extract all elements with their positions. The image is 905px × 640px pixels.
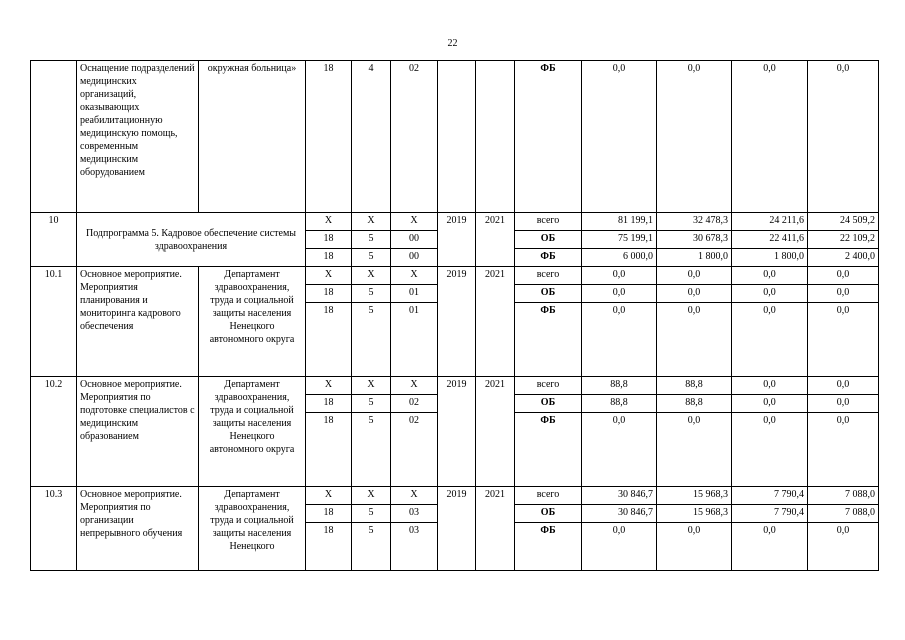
- value-cell: 0,0: [732, 413, 808, 487]
- code-cell: 03: [391, 505, 438, 523]
- code-cell: 03: [391, 523, 438, 571]
- value-cell: 7 088,0: [808, 487, 879, 505]
- finance-source: ФБ: [515, 61, 582, 213]
- value-cell: 0,0: [657, 285, 732, 303]
- table-row: [31, 377, 879, 395]
- value-cell: 0,0: [732, 267, 808, 285]
- code-cell: Х: [352, 267, 391, 285]
- value-cell: 22 411,6: [732, 231, 808, 249]
- value-cell: 0,0: [582, 61, 657, 213]
- code-cell: 18: [306, 285, 352, 303]
- end-year: 2021: [476, 213, 515, 267]
- value-cell: 15 968,3: [657, 487, 732, 505]
- start-year: 2019: [438, 267, 476, 377]
- finance-source: ОБ: [515, 231, 582, 249]
- value-cell: 0,0: [732, 395, 808, 413]
- value-cell: 88,8: [582, 395, 657, 413]
- finance-source: ОБ: [515, 505, 582, 523]
- finance-source: всего: [515, 377, 582, 395]
- value-cell: 0,0: [808, 377, 879, 395]
- code-cell: Х: [391, 377, 438, 395]
- code-cell: Х: [352, 377, 391, 395]
- value-cell: 0,0: [808, 285, 879, 303]
- finance-source: ФБ: [515, 523, 582, 571]
- code-cell: 18: [306, 413, 352, 487]
- finance-source: ФБ: [515, 249, 582, 267]
- value-cell: 30 846,7: [582, 505, 657, 523]
- code-cell: 18: [306, 303, 352, 377]
- value-cell: 0,0: [582, 285, 657, 303]
- code-cell: Х: [306, 213, 352, 231]
- finance-source: ФБ: [515, 303, 582, 377]
- value-cell: 0,0: [657, 303, 732, 377]
- row-number: 10: [31, 213, 77, 267]
- value-cell: 30 678,3: [657, 231, 732, 249]
- table-row: [31, 213, 879, 231]
- code-cell: 18: [306, 61, 352, 213]
- value-cell: 30 846,7: [582, 487, 657, 505]
- end-year: 2021: [476, 487, 515, 571]
- finance-source: ОБ: [515, 285, 582, 303]
- code-cell: 18: [306, 249, 352, 267]
- end-year: 2021: [476, 267, 515, 377]
- value-cell: 88,8: [657, 377, 732, 395]
- value-cell: 0,0: [732, 285, 808, 303]
- code-cell: 5: [352, 231, 391, 249]
- value-cell: 0,0: [808, 523, 879, 571]
- finance-source: ОБ: [515, 395, 582, 413]
- row-number: [31, 61, 77, 213]
- page-number: 22: [447, 38, 458, 49]
- table-row: [31, 61, 879, 213]
- measure-name: Основное мероприятие. Мероприятия планирования и мониторинга кадрового обеспечения: [77, 267, 199, 377]
- value-cell: 15 968,3: [657, 505, 732, 523]
- value-cell: 24 211,6: [732, 213, 808, 231]
- value-cell: 24 509,2: [808, 213, 879, 231]
- value-cell: 0,0: [582, 523, 657, 571]
- code-cell: 5: [352, 505, 391, 523]
- code-cell: 5: [352, 285, 391, 303]
- code-cell: Х: [391, 213, 438, 231]
- value-cell: 88,8: [582, 377, 657, 395]
- value-cell: 32 478,3: [657, 213, 732, 231]
- start-year: 2019: [438, 487, 476, 571]
- value-cell: 0,0: [808, 303, 879, 377]
- value-cell: 1 800,0: [657, 249, 732, 267]
- executor: Департамент здравоохранения, труда и социальной защиты населения Ненецкого автономного округа: [199, 377, 306, 487]
- code-cell: 5: [352, 523, 391, 571]
- code-cell: 00: [391, 231, 438, 249]
- code-cell: 02: [391, 395, 438, 413]
- row-number: 10.1: [31, 267, 77, 377]
- value-cell: 0,0: [582, 267, 657, 285]
- program-table: [30, 60, 879, 571]
- value-cell: 0,0: [808, 413, 879, 487]
- value-cell: 0,0: [732, 523, 808, 571]
- measure-name: Основное мероприятие. Мероприятия по организации непрерывного обучения: [77, 487, 199, 571]
- code-cell: Х: [352, 213, 391, 231]
- table-row: [31, 487, 879, 505]
- code-cell: 18: [306, 231, 352, 249]
- value-cell: 0,0: [657, 523, 732, 571]
- code-cell: Х: [391, 267, 438, 285]
- code-cell: 18: [306, 505, 352, 523]
- code-cell: 5: [352, 249, 391, 267]
- code-cell: 4: [352, 61, 391, 213]
- code-cell: 00: [391, 249, 438, 267]
- finance-source: всего: [515, 213, 582, 231]
- value-cell: 75 199,1: [582, 231, 657, 249]
- start-year: 2019: [438, 377, 476, 487]
- value-cell: 0,0: [808, 61, 879, 213]
- code-cell: 02: [391, 413, 438, 487]
- value-cell: 0,0: [657, 61, 732, 213]
- start-year: [438, 61, 476, 213]
- value-cell: 0,0: [582, 303, 657, 377]
- finance-source: ФБ: [515, 413, 582, 487]
- executor: Департамент здравоохранения, труда и социальной защиты населения Ненецкого: [199, 487, 306, 571]
- code-cell: 02: [391, 61, 438, 213]
- code-cell: Х: [391, 487, 438, 505]
- value-cell: 7 088,0: [808, 505, 879, 523]
- value-cell: 0,0: [732, 303, 808, 377]
- code-cell: 18: [306, 395, 352, 413]
- code-cell: 5: [352, 413, 391, 487]
- row-number: 10.3: [31, 487, 77, 571]
- finance-source: всего: [515, 487, 582, 505]
- finance-source: всего: [515, 267, 582, 285]
- code-cell: 01: [391, 303, 438, 377]
- value-cell: 81 199,1: [582, 213, 657, 231]
- executor: Департамент здравоохранения, труда и социальной защиты населения Ненецкого автономного округа: [199, 267, 306, 377]
- value-cell: 0,0: [808, 395, 879, 413]
- measure-name: Оснащение подразделений медицинских организаций, оказывающих реабилитационную медицинскую помощь, современным медицинским оборудованием: [77, 61, 199, 213]
- value-cell: 0,0: [732, 61, 808, 213]
- value-cell: 0,0: [808, 267, 879, 285]
- code-cell: Х: [306, 267, 352, 285]
- code-cell: Х: [306, 377, 352, 395]
- value-cell: 0,0: [657, 267, 732, 285]
- end-year: [476, 61, 515, 213]
- start-year: 2019: [438, 213, 476, 267]
- value-cell: 0,0: [582, 413, 657, 487]
- measure-name: Основное мероприятие. Мероприятия по подготовке специалистов с медицинским образованием: [77, 377, 199, 487]
- code-cell: 5: [352, 303, 391, 377]
- value-cell: 0,0: [657, 413, 732, 487]
- value-cell: 0,0: [732, 377, 808, 395]
- value-cell: 88,8: [657, 395, 732, 413]
- value-cell: 22 109,2: [808, 231, 879, 249]
- value-cell: 1 800,0: [732, 249, 808, 267]
- subprogram-name: Подпрограмма 5. Кадровое обеспечение системы здравоохранения: [77, 213, 306, 267]
- code-cell: Х: [306, 487, 352, 505]
- value-cell: 7 790,4: [732, 505, 808, 523]
- row-number: 10.2: [31, 377, 77, 487]
- code-cell: 5: [352, 395, 391, 413]
- table-row: [31, 267, 879, 285]
- value-cell: 6 000,0: [582, 249, 657, 267]
- code-cell: Х: [352, 487, 391, 505]
- end-year: 2021: [476, 377, 515, 487]
- code-cell: 18: [306, 523, 352, 571]
- value-cell: 2 400,0: [808, 249, 879, 267]
- executor: окружная больница»: [199, 61, 306, 213]
- value-cell: 7 790,4: [732, 487, 808, 505]
- code-cell: 01: [391, 285, 438, 303]
